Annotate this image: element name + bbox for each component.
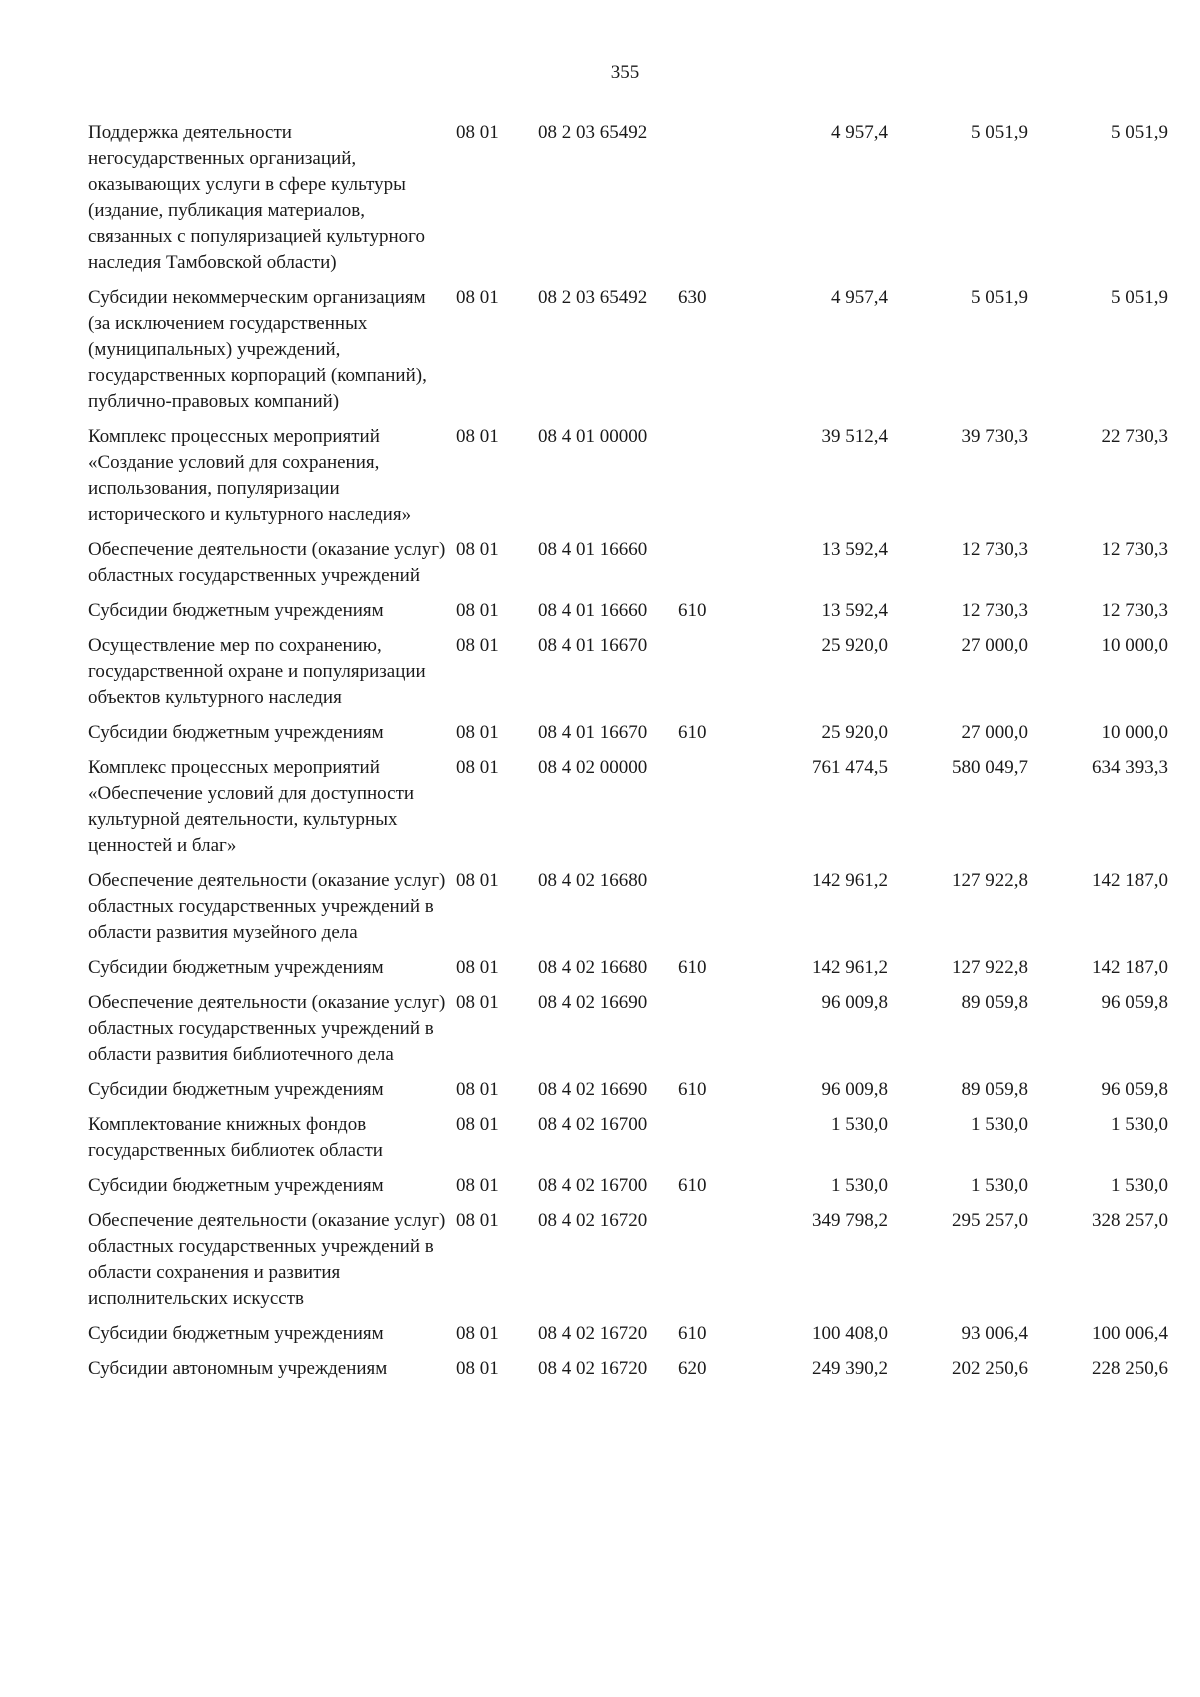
row-value-1: 142 961,2: [812, 957, 888, 978]
row-article: 08 4 01 16660: [538, 600, 648, 621]
row-expense-type: [678, 1112, 748, 1173]
row-value-2: 12 730,3: [961, 539, 1028, 560]
row-article: 08 4 02 16690: [538, 1079, 648, 1100]
row-section: 08 01: [456, 1079, 499, 1100]
row-article: 08 4 02 16700: [538, 1175, 648, 1196]
page-number: 355: [610, 62, 640, 83]
row-section: 08 01: [456, 635, 499, 656]
row-section: 08 01: [456, 539, 499, 560]
row-expense-type: [678, 990, 748, 1077]
row-value-3: 10 000,0: [1101, 635, 1168, 656]
row-value-3: 5 051,9: [1111, 287, 1168, 308]
table-row: [88, 1356, 1168, 1391]
row-value-2: 93 006,4: [961, 1323, 1028, 1344]
row-section: 08 01: [456, 1175, 499, 1196]
row-value-2: 1 530,0: [971, 1175, 1028, 1196]
row-name: Поддержка деятельности негосударственных организаций, оказывающих услуги в сфере культуры (издание, публикация материалов, связанных с популяризацией культурного наследия Тамбовской области): [88, 122, 425, 273]
row-expense-type: 610: [678, 722, 707, 743]
row-value-2: 202 250,6: [952, 1358, 1028, 1379]
row-value-2: 127 922,8: [952, 870, 1028, 891]
row-value-3: 96 059,8: [1101, 1079, 1168, 1100]
table-row: [88, 537, 1168, 598]
row-value-1: 96 009,8: [821, 1079, 888, 1100]
row-value-3: 142 187,0: [1092, 957, 1168, 978]
row-section: 08 01: [456, 287, 499, 308]
row-name: Обеспечение деятельности (оказание услуг) областных государственных учреждений в области сохранения и развития исполнительских искусств: [88, 1210, 446, 1309]
row-article: 08 4 02 16690: [538, 992, 648, 1013]
row-section: 08 01: [456, 992, 499, 1013]
row-article: 08 4 02 16720: [538, 1210, 648, 1231]
table-row: [88, 424, 1168, 537]
row-value-1: 249 390,2: [812, 1358, 888, 1379]
row-name: Комплекс процессных мероприятий «Обеспечение условий для доступности культурной деятельности, культурных ценностей и благ»: [88, 757, 415, 856]
table-row: [88, 120, 1168, 285]
row-value-1: 13 592,4: [821, 539, 888, 560]
table-row: [88, 1321, 1168, 1356]
row-value-1: 25 920,0: [821, 635, 888, 656]
row-name: Комплектование книжных фондов государственных библиотек области: [88, 1114, 383, 1161]
row-name: Субсидии автономным учреждениям: [88, 1358, 388, 1379]
row-value-2: 89 059,8: [961, 1079, 1028, 1100]
row-expense-type: 610: [678, 957, 707, 978]
row-section: 08 01: [456, 757, 499, 778]
row-value-3: 12 730,3: [1101, 539, 1168, 560]
row-value-3: 100 006,4: [1092, 1323, 1168, 1344]
row-article: 08 4 02 16680: [538, 957, 648, 978]
row-value-1: 1 530,0: [831, 1114, 888, 1135]
row-expense-type: 610: [678, 1079, 707, 1100]
table-row: [88, 720, 1168, 755]
row-value-2: 5 051,9: [971, 122, 1028, 143]
table-row: [88, 1208, 1168, 1321]
row-value-1: 761 474,5: [812, 757, 888, 778]
row-article: 08 4 01 16670: [538, 722, 648, 743]
table-row: [88, 868, 1168, 955]
row-name: Субсидии бюджетным учреждениям: [88, 957, 384, 978]
row-expense-type: 610: [678, 1175, 707, 1196]
row-article: 08 4 02 16680: [538, 870, 648, 891]
row-name: Субсидии бюджетным учреждениям: [88, 1323, 384, 1344]
row-name: Субсидии бюджетным учреждениям: [88, 1079, 384, 1100]
row-article: 08 4 01 16660: [538, 539, 648, 560]
row-section: 08 01: [456, 957, 499, 978]
row-section: 08 01: [456, 1358, 499, 1379]
row-article: 08 4 02 16700: [538, 1114, 648, 1135]
row-section: 08 01: [456, 722, 499, 743]
budget-table: [88, 120, 1168, 1391]
row-expense-type: [678, 537, 748, 598]
row-value-1: 4 957,4: [831, 122, 888, 143]
row-value-1: 96 009,8: [821, 992, 888, 1013]
row-expense-type: [678, 755, 748, 868]
row-name: Комплекс процессных мероприятий «Создание условий для сохранения, использования, популяризации исторического и культурного наследия»: [88, 426, 412, 525]
row-value-1: 349 798,2: [812, 1210, 888, 1231]
row-name: Осуществление мер по сохранению, государственной охране и популяризации объектов культурного наследия: [88, 635, 426, 708]
row-value-2: 580 049,7: [952, 757, 1028, 778]
row-value-1: 4 957,4: [831, 287, 888, 308]
row-expense-type: 610: [678, 1323, 707, 1344]
row-name: Обеспечение деятельности (оказание услуг) областных государственных учреждений в области развития библиотечного дела: [88, 992, 446, 1065]
row-value-2: 89 059,8: [961, 992, 1028, 1013]
table-row: [88, 1112, 1168, 1173]
row-expense-type: [678, 1208, 748, 1321]
table-row: [88, 1077, 1168, 1112]
row-value-1: 142 961,2: [812, 870, 888, 891]
row-value-1: 39 512,4: [821, 426, 888, 447]
table-row: [88, 990, 1168, 1077]
row-value-3: 228 250,6: [1092, 1358, 1168, 1379]
row-expense-type: [678, 120, 748, 285]
row-value-1: 100 408,0: [812, 1323, 888, 1344]
row-name: Субсидии бюджетным учреждениям: [88, 722, 384, 743]
row-value-2: 39 730,3: [961, 426, 1028, 447]
row-value-2: 12 730,3: [961, 600, 1028, 621]
row-value-3: 5 051,9: [1111, 122, 1168, 143]
row-value-1: 25 920,0: [821, 722, 888, 743]
row-expense-type: [678, 868, 748, 955]
row-value-3: 142 187,0: [1092, 870, 1168, 891]
row-article: 08 2 03 65492: [538, 287, 648, 308]
row-article: 08 2 03 65492: [538, 122, 648, 143]
row-section: 08 01: [456, 1323, 499, 1344]
table-row: [88, 1173, 1168, 1208]
row-value-1: 13 592,4: [821, 600, 888, 621]
table-row: [88, 598, 1168, 633]
row-value-3: 12 730,3: [1101, 600, 1168, 621]
row-value-3: 328 257,0: [1092, 1210, 1168, 1231]
table-row: [88, 285, 1168, 424]
row-article: 08 4 02 16720: [538, 1323, 648, 1344]
row-value-3: 634 393,3: [1092, 757, 1168, 778]
table-row: [88, 633, 1168, 720]
row-section: 08 01: [456, 426, 499, 447]
row-value-3: 1 530,0: [1111, 1175, 1168, 1196]
row-value-3: 22 730,3: [1101, 426, 1168, 447]
row-value-1: 1 530,0: [831, 1175, 888, 1196]
row-expense-type: [678, 424, 748, 537]
row-section: 08 01: [456, 600, 499, 621]
row-expense-type: [678, 633, 748, 720]
row-name: Субсидии бюджетным учреждениям: [88, 1175, 384, 1196]
row-value-2: 27 000,0: [961, 635, 1028, 656]
row-article: 08 4 01 00000: [538, 426, 648, 447]
row-value-2: 1 530,0: [971, 1114, 1028, 1135]
row-article: 08 4 01 16670: [538, 635, 648, 656]
row-value-2: 295 257,0: [952, 1210, 1028, 1231]
row-value-2: 27 000,0: [961, 722, 1028, 743]
row-article: 08 4 02 00000: [538, 757, 648, 778]
row-section: 08 01: [456, 870, 499, 891]
row-section: 08 01: [456, 1210, 499, 1231]
row-value-3: 10 000,0: [1101, 722, 1168, 743]
row-value-3: 1 530,0: [1111, 1114, 1168, 1135]
row-article: 08 4 02 16720: [538, 1358, 648, 1379]
row-expense-type: 610: [678, 600, 707, 621]
row-name: Обеспечение деятельности (оказание услуг) областных государственных учреждений: [88, 539, 446, 586]
row-section: 08 01: [456, 1114, 499, 1135]
row-expense-type: 620: [678, 1358, 707, 1379]
row-name: Субсидии некоммерческим организациям (за исключением государственных (муниципальных) учреждений, государственных корпораций (компаний), публично-правовых компаний): [88, 287, 427, 412]
table-row: [88, 755, 1168, 868]
row-name: Обеспечение деятельности (оказание услуг) областных государственных учреждений в области развития музейного дела: [88, 870, 446, 943]
row-section: 08 01: [456, 122, 499, 143]
row-value-2: 127 922,8: [952, 957, 1028, 978]
table-body: [88, 120, 1168, 1391]
row-value-2: 5 051,9: [971, 287, 1028, 308]
row-expense-type: 630: [678, 287, 707, 308]
row-value-3: 96 059,8: [1101, 992, 1168, 1013]
table-row: [88, 955, 1168, 990]
row-name: Субсидии бюджетным учреждениям: [88, 600, 384, 621]
